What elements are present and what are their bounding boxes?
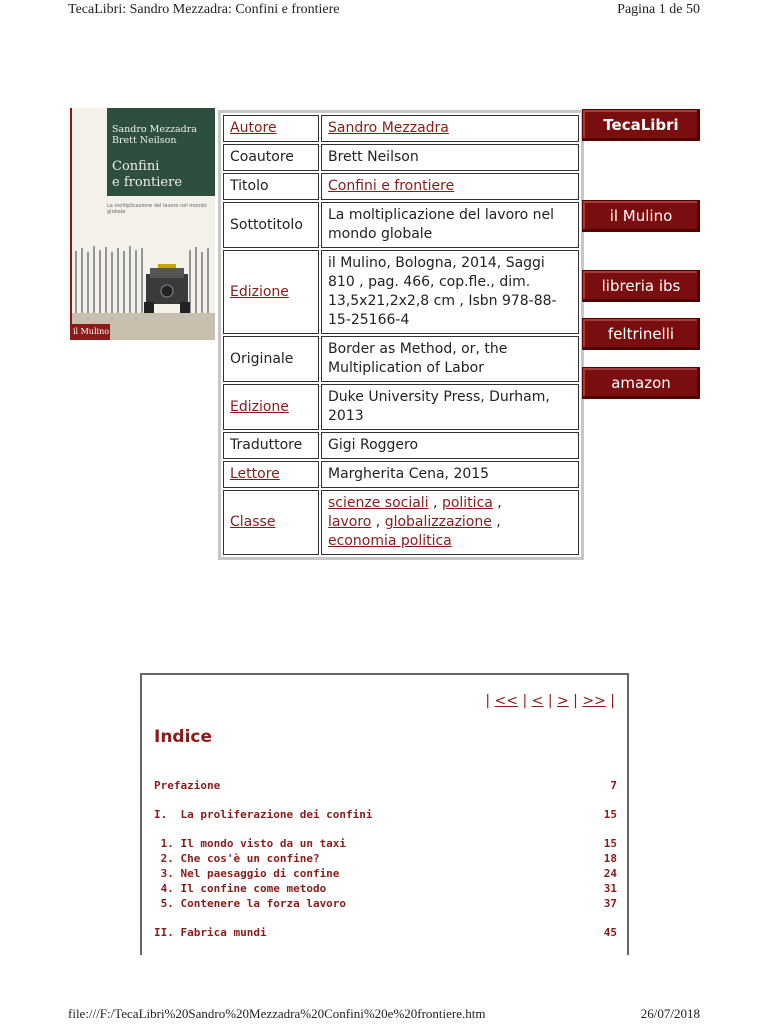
print-header	[68, 2, 700, 18]
toc-entry[interactable]: I. La proliferazione dei confini 15	[154, 808, 617, 821]
index-title: Indice	[154, 727, 213, 747]
row-classe	[223, 490, 579, 555]
row-sottotitolo	[223, 202, 579, 248]
classe-link-politica[interactable]: politica	[441, 495, 493, 511]
row-titolo	[223, 173, 579, 200]
nav-prev-link[interactable]: <	[531, 693, 544, 709]
traduttore-label: Traduttore	[223, 432, 319, 459]
sottotitolo-value: La moltiplicazione del lavoro nel mondo globale	[321, 202, 579, 248]
classe-value: scienze sociali , politica , lavoro , globalizzazione , economia politica	[321, 490, 579, 555]
classe-link-lavoro[interactable]: lavoro	[328, 514, 372, 530]
row-edizione	[223, 250, 579, 334]
coautore-value: Brett Neilson	[321, 144, 579, 171]
libreria-ibs-button[interactable]: libreria ibs	[582, 270, 700, 302]
book-info-table	[218, 110, 584, 560]
sottotitolo-label: Sottotitolo	[223, 202, 319, 248]
toc-entry[interactable]: Prefazione 7	[154, 779, 617, 792]
toc-entry[interactable]: II. Fabrica mundi 45	[154, 926, 617, 939]
cover-subtitle: La moltiplicazione del lavoro nel mondo globale	[107, 203, 207, 215]
toc-entry[interactable]: 1. Il mondo visto da un taxi 15	[154, 837, 617, 850]
edizione-originale-label-link[interactable]: Edizione	[230, 398, 289, 415]
lettore-label-link[interactable]: Lettore	[230, 466, 280, 482]
cover-publisher: il Mulino	[72, 324, 110, 340]
edizione-value: il Mulino, Bologna, 2014, Saggi 810 , pag. 466, cop.fle., dim. 13,5x21,2x2,8 cm , Isbn 978-88-15-25166-4	[321, 250, 579, 334]
originale-label: Originale	[223, 336, 319, 382]
classe-link-scienze-sociali[interactable]: scienze sociali	[328, 495, 429, 511]
row-originale	[223, 336, 579, 382]
book-cover	[70, 108, 215, 340]
titolo-value-link[interactable]: Confini e frontiere	[328, 178, 455, 194]
nav-first-link[interactable]: <<	[494, 693, 519, 709]
titolo-label: Titolo	[223, 173, 319, 200]
il-mulino-button[interactable]: il Mulino	[582, 200, 700, 232]
print-header-title: TecaLibri: Sandro Mezzadra: Confini e frontiere	[68, 2, 340, 17]
print-header-page: Pagina 1 de 50	[617, 2, 700, 17]
toc-entry[interactable]: 5. Contenere la forza lavoro 37	[154, 897, 617, 910]
traduttore-value: Gigi Roggero	[321, 432, 579, 459]
classe-label-link[interactable]: Classe	[230, 514, 276, 530]
print-footer	[68, 1006, 700, 1022]
nav-last-link[interactable]: >>	[582, 693, 606, 709]
nav-next-link[interactable]: >	[557, 693, 569, 709]
print-footer-date: 26/07/2018	[640, 1006, 700, 1021]
lettore-value: Margherita Cena, 2015	[321, 461, 579, 488]
print-footer-path: file:///F:/TecaLibri%20Sandro%20Mezzadra%20Confini%20e%20frontiere.htm	[68, 1006, 486, 1021]
toc-entry[interactable]: 2. Che cos'è un confine? 18	[154, 852, 617, 865]
amazon-button[interactable]: amazon	[582, 367, 700, 399]
autore-value-link[interactable]: Sandro Mezzadra	[328, 120, 449, 136]
coautore-label: Coautore	[223, 144, 319, 171]
row-traduttore	[223, 432, 579, 459]
row-lettore	[223, 461, 579, 488]
cover-title: Confini e frontiere	[112, 159, 183, 190]
row-edizione-originale	[223, 384, 579, 430]
edizione-label-link[interactable]: Edizione	[230, 283, 289, 300]
toc-entry[interactable]: 4. Il confine come metodo 31	[154, 882, 617, 895]
row-coautore	[223, 144, 579, 171]
row-autore	[223, 115, 579, 142]
classe-link-globalizzazione[interactable]: globalizzazione	[384, 514, 492, 530]
cover-title-panel	[107, 108, 215, 196]
autore-label-link[interactable]: Autore	[230, 120, 277, 136]
toc-entry[interactable]: 3. Nel paesaggio di confine 24	[154, 867, 617, 880]
cover-authors: Sandro Mezzadra Brett Neilson	[112, 124, 197, 146]
tecalibri-button[interactable]: TecaLibri	[582, 109, 700, 141]
classe-link-economia-politica[interactable]: economia politica	[328, 533, 452, 549]
cover-jeep-image	[144, 264, 190, 314]
edizione-originale-value: Duke University Press, Durham, 2013	[321, 384, 579, 430]
originale-value: Border as Method, or, the Multiplication of Labor	[321, 336, 579, 382]
index-navigation: | << | < | > | >> |	[485, 693, 615, 709]
index-panel	[140, 673, 629, 955]
feltrinelli-button[interactable]: feltrinelli	[582, 318, 700, 350]
